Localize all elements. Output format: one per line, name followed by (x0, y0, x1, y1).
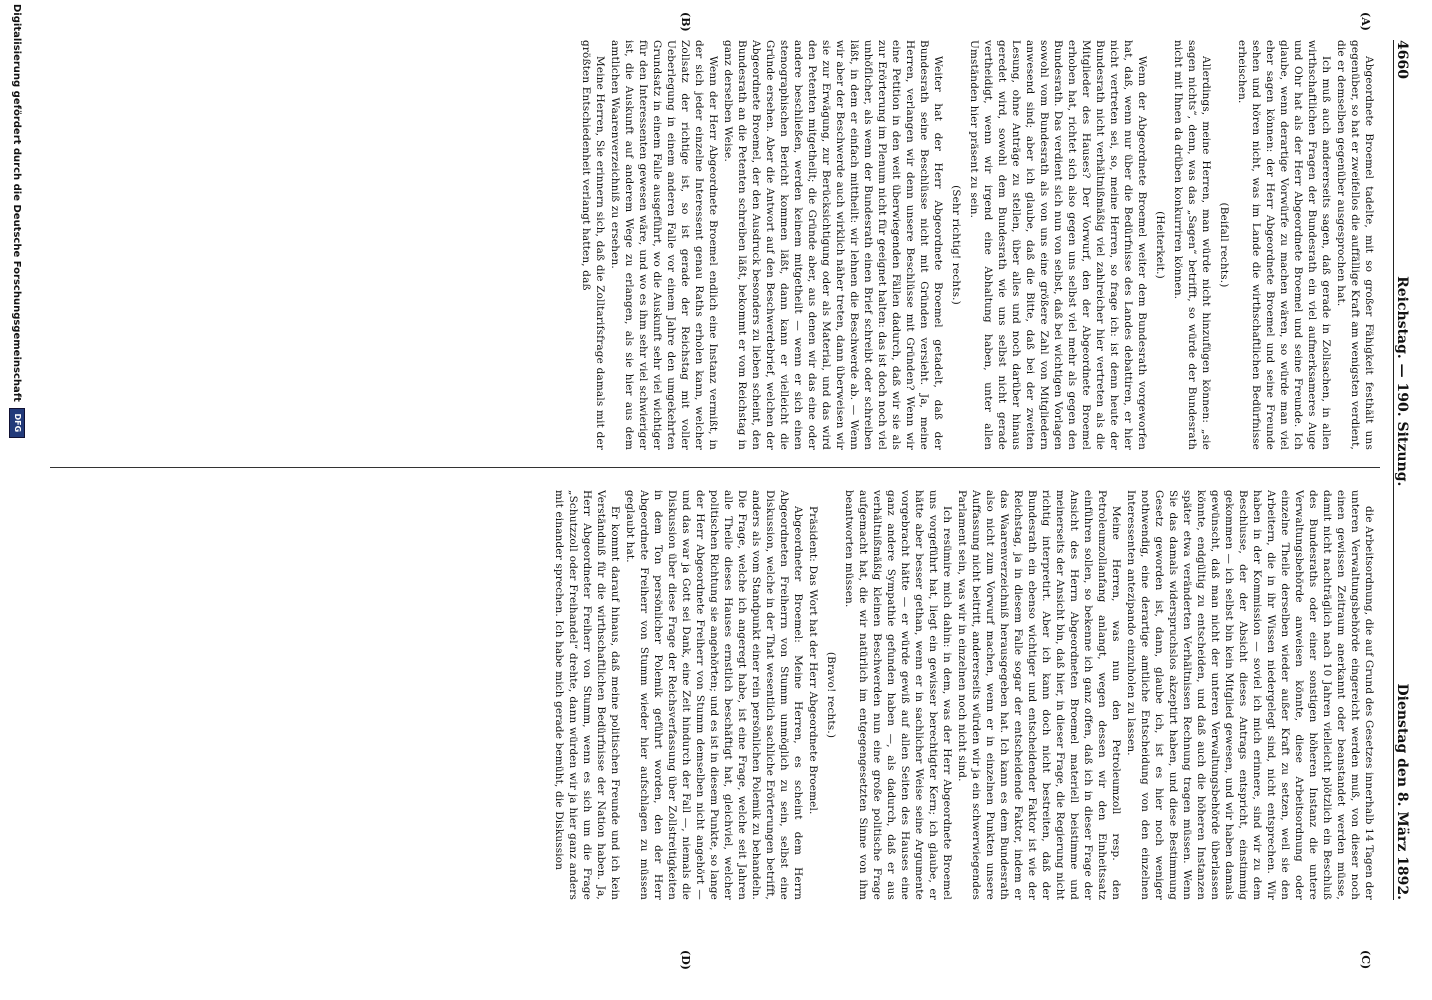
speaker-paragraph: Abgeordneter Broemel: Meine Herren, es scheint dem Herrn Abgeordneten Freiherrn von Stumm unmöglich zu sein, selbst eine Diskussion, welche in der That wesentlich sachliche Erörterungen betrifft, anders als vom Standpunkt einer rein persönlichen Polemik zu behandeln. Die Frage, welche ich angeregt habe, ist eine Frage, welche seit Jahren alle Theile dieses Hauses ernstlich beschäftigt hat, gleichviel, welcher politischen Richtung sie angehörten; und es ist in diesem Punkte, so lange der Herr Abgeordnete Freiherr von Stumm demselben nicht angehört — und das war ja Gott sei Dank, eine Zeit hindurch der Fall —, niemals die Diskussion über diese Frage der Reichsverfassung über Zollstreitigkeiten in dem Ton persönlicher Polemik geführt worden, den der Herr Abgeordnete Freiherr von Stumm wieder hier aufschlagen zu müssen geglaubt hat. (624, 490, 804, 900)
interjection: (Beifall rechts.) (1218, 202, 1230, 288)
paragraph: Wenn der Abgeordnete Broemel weiter dem Bundesrath vorgeworfen hat, daß, wenn nur über die Bedürfnisse des Landes debattiren, er hier nicht vertreten sei, so, meine Herren, so frage ich: ist denn heute der Bundesrath nicht verhältnißmäßig viel zahlreicher hier vertreten als die Mitglieder des Hauses? Der Vorwurf, den der Abgeordnete Broemel erhoben hat, richtet sich also gegen uns selbst viel mehr als gegen den Bundesrath. Das verdient sich nun von selbst, daß bei wichtigen Vorlagen sowohl vom Bundesrath als von uns eine größere Zahl von Mitgliedern anwesend sind; aber ich glaube, daß die Bitte, daß bei der zweiten Lesung, ohne Anträge zu stellen, über alles und noch darüber hinaus geredet wird, sowohl dem Bundesrath wie uns selbst nicht gerade vertheidigt, wenn wir irgend eine Abhaltung haben, unter allen Umständen hier präsent zu sein. (968, 40, 1148, 450)
page-number: 4660 (1394, 40, 1410, 79)
running-header (1393, 40, 1420, 900)
paragraph: Ich resümire mich dahin: in dem, was der Herr Abgeordnete Broemel uns vorgeführt hat, liegt ein gewisser berechtigter Kern; ich glaube, er hätte aber besser gethan, wenn er in sachlicher Weise seine Argumente vorgebracht hätte — er würde gewiß auf allen Seiten des Hauses eine ganz andere Sympathie gefunden haben —, als dadurch, daß er aus verhältnißmäßig kleinen Beschwerden nun eine große politische Frage aufgemacht hat, die wir natürlich im entgegengesetzten Sinne von ihm beantworten müssen. (843, 490, 953, 900)
paragraph: Er kommt darauf hinaus, daß meine politischen Freunde und ich kein Verständniß für die wirthschaftlichen Bedürfnisse der Nation haben. Ja, Herr Abgeordneter Freiherr von Stumm, wenn es sich um die Frage „Schutzzoll oder Freihandel“ drehte, dann würden wir ja hier ganz anders mit einander sprechen. Ich habe mich gerade bemüht, die Diskussion (553, 490, 621, 900)
interjection: (Bravo! rechts.) (825, 651, 837, 739)
margin-mark-a: (A) (1359, 12, 1372, 31)
paragraph: Abgeordnete Broemel tadelte, mit so großer Fähigkeit festhält uns gegenüber, so hat er zweifellos die auffällige Kraft am wenigsten verdient, die er demselben gegenüber ausgesprochen hat. (1335, 40, 1375, 450)
paragraph: Ich muß auch andererseits sagen, daß gerade in Zollsachen, in allen wirthschaftlichen Fragen der Bundesrath ein viel aufmerksameres Auge und Ohr hat als der Herr Abgeordnete Broemel und seine Freunde. Ich glaube, wenn derartige Vorwürfe zu machen wären, so würde man viel eher sagen können: der Herr Abgeordnete Broemel und seine Freunde sehen und hören nicht, was im Lande die wirthschaftlichen Bedürfnisse erheischen. (1236, 40, 1332, 450)
column-divider (50, 467, 1380, 468)
session-date: Dienstag den 8. März 1892. (1394, 683, 1410, 900)
paragraph: Meine Herren, was nun den Petroleumzoll resp. den Petroleumzollanfang anlangt, wegen dessen wir den Einheitssatz einführen sollen, so bekenne ich ganz offen, daß ich in dieser Frage der Ansicht des Herrn Abgeordneten Broemel materiell beistimme und meinerseits der Ansicht bin, daß hier, in dieser Frage, die Regierung nicht richtig interpretirt. Aber ich kann doch nicht bestreiten, daß der Bundesrath ein ebenso wichtiger und entscheidender Faktor ist wie der Reichstag, ja in diesem Falle sogar der entscheidende Faktor, indem er das Waarenverzeichniß herausgegeben hat. Ich kann es dem Bundesrath also nicht zum Vorwurf machen, wenn er in einzelnen Punkten unsere Auffassung nicht beitritt, andererseits würden wir ja ein schwerwiegendes Parlament sein, was wir in einzelnen noch nicht sind. (956, 490, 1122, 900)
paragraph: Weiter hat der Herr Abgeordnete Broemel getadelt, daß der Bundesrath seine Beschlüsse nicht mit Gründen versieht. Ja, meine Herren, verlangen wir denn unsere Beschlüsse mit Gründen? Wenn wir eine Petition in den weit überwiegenden Fällen dadurch, daß wir sie als zur Erörterung im Plenum nicht für geeignet halten: das ist doch noch viel unhöflicher, als wenn der Bundesrath einen Brief schreibt oder schreiben läßt, in dem er einfach mittheilt: wir lehnen die Beschwerde ab. — Wenn wir aber der Beschwerde auch wirklich näher treten, dann überweisen wir sie zur Erwägung, zur Berücksichtigung oder als Material, und das wird den Petenten mitgetheilt; die Gründe aber, aus denen wir das eine oder andere beschließen, werden keinem mitgetheilt — wenn er sich einen stenographischen Bericht kommen läßt, dann kann er vielleicht die Gründe ersehen. Aber die Antwort auf den Beschwerdebrief, welchen der Abgeordnete Broemel, der den Ausdruck besonders zu lieben scheint, den Bundesrath an die Petenten schreiben läßt, bekommt er vom Reichstag in ganz derselben Weise. (722, 40, 944, 450)
left-text-column (66, 40, 1376, 450)
digitization-footer (6, 0, 28, 1000)
speaker-paragraph: Präsident: Das Wort hat der Herr Abgeordnete Broemel. (807, 506, 819, 815)
margin-mark-d: (D) (679, 950, 692, 970)
paragraph: Meine Herren, Sie erinnern sich, daß die Zolltarifsfrage damals mit der größten Entschiedenheit verlangt hatten, daß (580, 40, 606, 450)
paragraph: die Arbeitsordnung, die auf Grund des Gesetzes innerhalb 14 Tagen der unteren Verwaltungsbehörde eingereicht werden muß, von dieser noch einen gewissen Zeitraum anerkannt oder beanstandet werden müsse, damit nicht nachträglich nach 10 Jahren vielleicht plötzlich ein Beschluß des Bundesraths oder einer sonstigen höheren Instanz die untere Verwaltungsbehörde anweisen könnte, diese Arbeitsordnung oder einzelne Theile derselben wieder außer Kraft zu setzen, weil sie den Arbeitern, die in ihr Wissen niedergelegt sind, nicht entsprechen. Wir haben in der Kommission — soviel ich mich erinnere, sind wir zu dem Beschlusse, der der Absicht dieses Antrags entspricht, einstimmig gekommen — ich selbst bin kein Mitglied gewesen, und wir haben damals gewünscht, daß man nicht der unteren Verwaltungsbehörde überlassen könnte, endgültig zu entscheiden, und daß auch die höheren Instanzen später etwa veränderten Verhältnissen Rechnung tragen müssen. Wenn Sie das damals widerspruchslos akzeptirt haben, und diese Bestimmung Gesetz geworden ist, dann, glaube ich, ist es hier noch weniger nothwendig, eine derartige amtliche Entscheidung von den einzelnen Interessenten antezipando einzuholen zu lassen. (1125, 490, 1375, 900)
interjection: (Sehr richtig! rechts.) (950, 185, 962, 305)
dfg-logo-icon: DFG (9, 408, 25, 438)
page-title: Reichstag. — 190. Sitzung. (1394, 276, 1410, 487)
paragraph: Allerdings, meine Herren, man würde nicht hinzufügen können: „sie sagen nichts“, denn, was das „Sagen“ betrifft, so würde der Bundesrath nicht mit Ihnen da drüben konkurriren können. (1172, 40, 1212, 450)
margin-mark-b: (B) (679, 12, 692, 32)
margin-mark-c: (C) (1359, 950, 1372, 970)
interjection: (Heiterkeit.) (1154, 211, 1166, 279)
paragraph: Wenn der Herr Abgeordnete Broemel endlich eine Instanz vermißt, in der sich jeder einzelne Interessent genau Raths erholen kann, welcher Zollsatz der richtige ist, so ist gerade der Reichstag mit voller Ueberlegung in einem anderen Falle vor einem Jahre den umgekehrten Grundsatz in einem Falle ausgeführt, wo die Auskunft sehr viel wichtiger für den Interessenten gewesen wäre, und wo es ihm sehr viel schwieriger ist, die Auskunft auf anderem Wege zu erlangen, als sie hier aus dem amtlichen Waarenverzeichniß zu ersehen. (609, 40, 719, 450)
footer-credit: Digitalisierung gefördert durch die Deutsche Forschungsgemeinschaft (11, 4, 23, 402)
right-text-column (66, 490, 1376, 900)
